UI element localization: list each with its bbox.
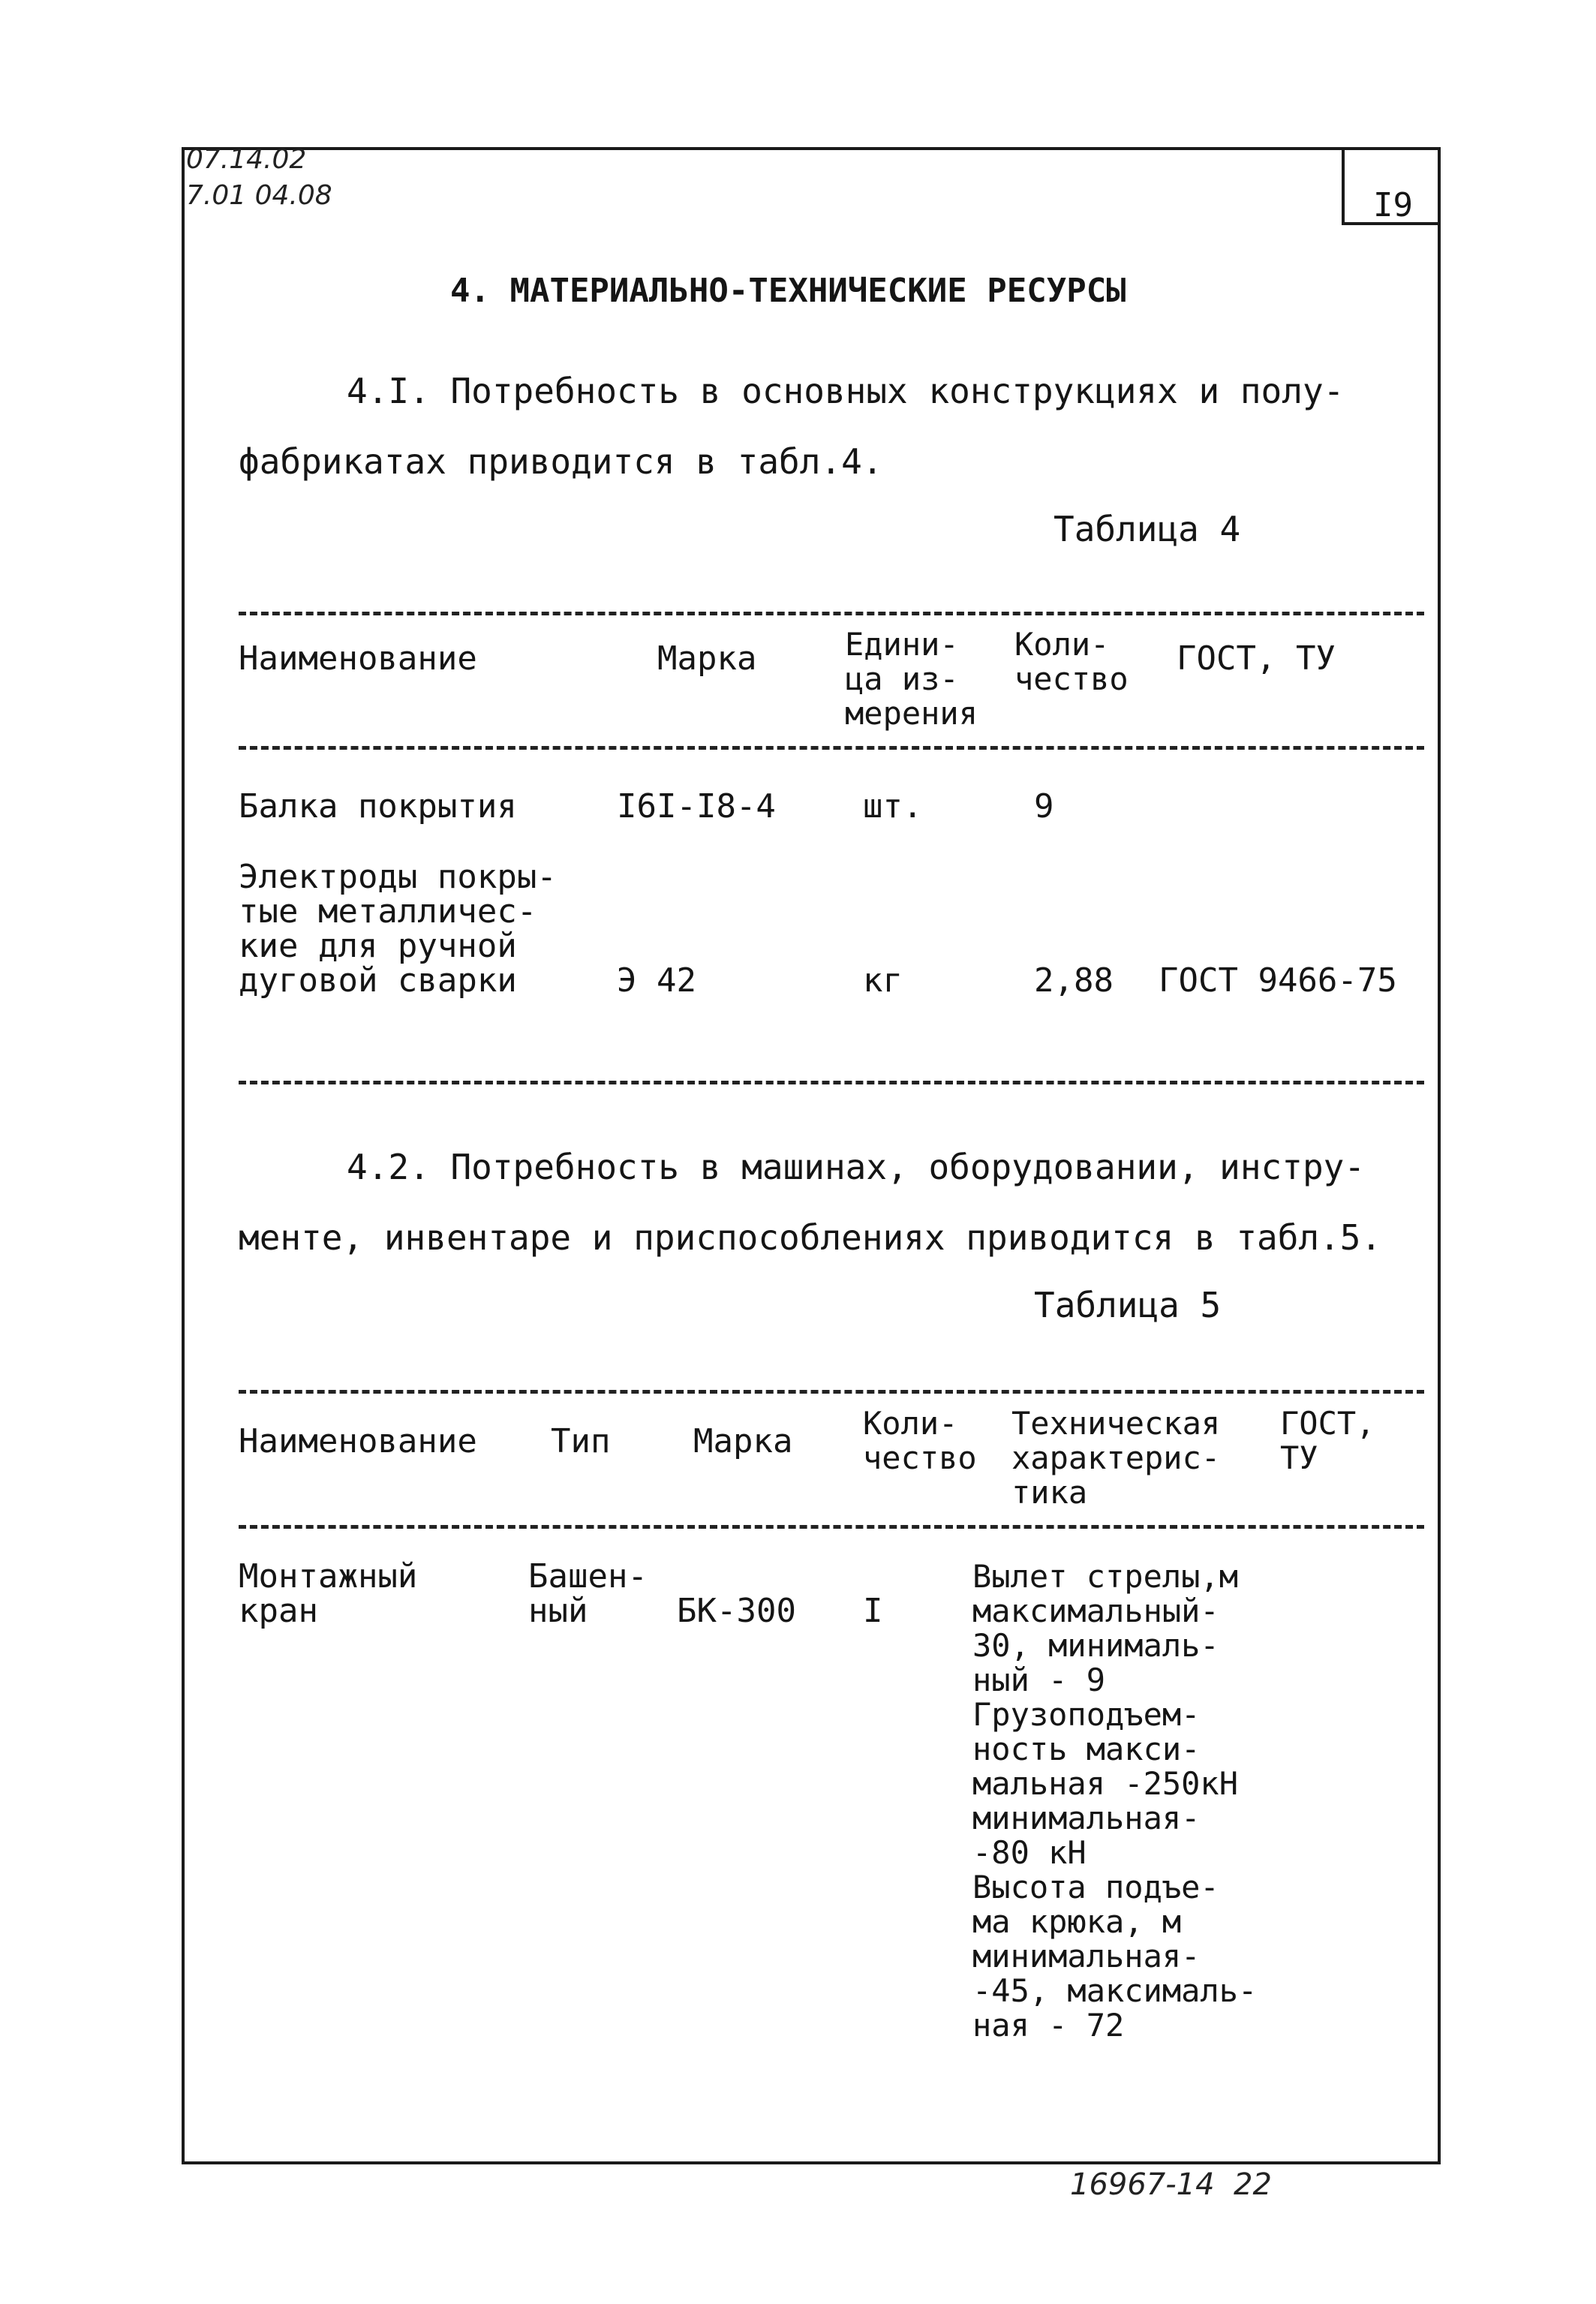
table4-row2-qty: 2,88 [1034,961,1114,1000]
table4-row2-gost: ГОСТ 9466-75 [1159,961,1397,1000]
table5-row1-mark: БК-300 [677,1592,796,1630]
table4-caption: Таблица 4 [1053,509,1241,549]
para1-line2: фабрикатах приводится в табл.4. [239,441,883,482]
table5-header-rule [239,1525,1424,1529]
table4-row1-qty: 9 [1034,787,1054,826]
table4-row1-mark: I6I-I8-4 [617,787,776,826]
table5-header-name: Наименование [239,1422,477,1460]
table4-header-qty: Коли- чество [1014,626,1129,697]
table5-header-mark: Марка [693,1422,793,1460]
para2-line2: менте, инвентаре и приспособлениях приводится в табл.5. [239,1217,1382,1258]
table4-header-rule [239,746,1424,750]
para1-line1: 4.I. Потребность в основных конструкциях и полу- [347,371,1345,411]
handwritten-code-second: 7.01 04.08 [186,180,332,211]
table4-header-name: Наименование [239,639,477,678]
table5-header-type: Тип [551,1422,611,1460]
table5-top-rule [239,1390,1424,1394]
table5-header-spec: Техническая характерис- тика [1011,1405,1221,1511]
para2-line1: 4.2. Потребность в машинах, оборудовании, инстру- [347,1147,1366,1187]
table5-row1-type: Башен- ный [528,1557,648,1630]
table4-header-gost: ГОСТ, ТУ [1177,639,1336,678]
table4-bottom-rule [239,1081,1424,1084]
table4-row2-mark: Э 42 [617,961,696,1000]
table4-header-unit: Едини- ца из- мерения [845,626,978,732]
table4-row2-name: Электроды покры- тые металличес- кие для ручной дуговой сварки [239,858,557,1000]
section-title: 4. МАТЕРИАЛЬНО-ТЕХНИЧЕСКИЕ РЕСУРСЫ [450,272,1126,310]
table5-caption: Таблица 5 [1034,1285,1222,1325]
table5-row1-qty: I [863,1592,883,1630]
page-number: I9 [1373,186,1413,224]
table5-row1-name: Монтажный кран [239,1557,418,1630]
table5-header-gost: ГОСТ, ТУ [1280,1405,1375,1476]
table4-top-rule [239,612,1424,615]
table4-row1-unit: шт. [863,787,923,826]
handwritten-bottom-number: 16967-14 22 [1070,2167,1272,2202]
table5-header-qty: Коли- чество [863,1405,977,1476]
table4-row1-name: Балка покрытия [239,787,517,826]
table4-row2-unit: кг [863,961,903,1000]
table5-row1-spec: Вылет стрелы,м максимальный- 30, минималь- ный - 9 Грузоподъем- ность макси- мальная -250кН минимальная- -80 кН Высота подъе- ма крюка, м минимальная- -45, максималь- ная - 72 [972,1558,1258,2044]
handwritten-code-top: 07.14.02 [186,144,307,175]
table4-header-mark: Марка [657,639,757,678]
